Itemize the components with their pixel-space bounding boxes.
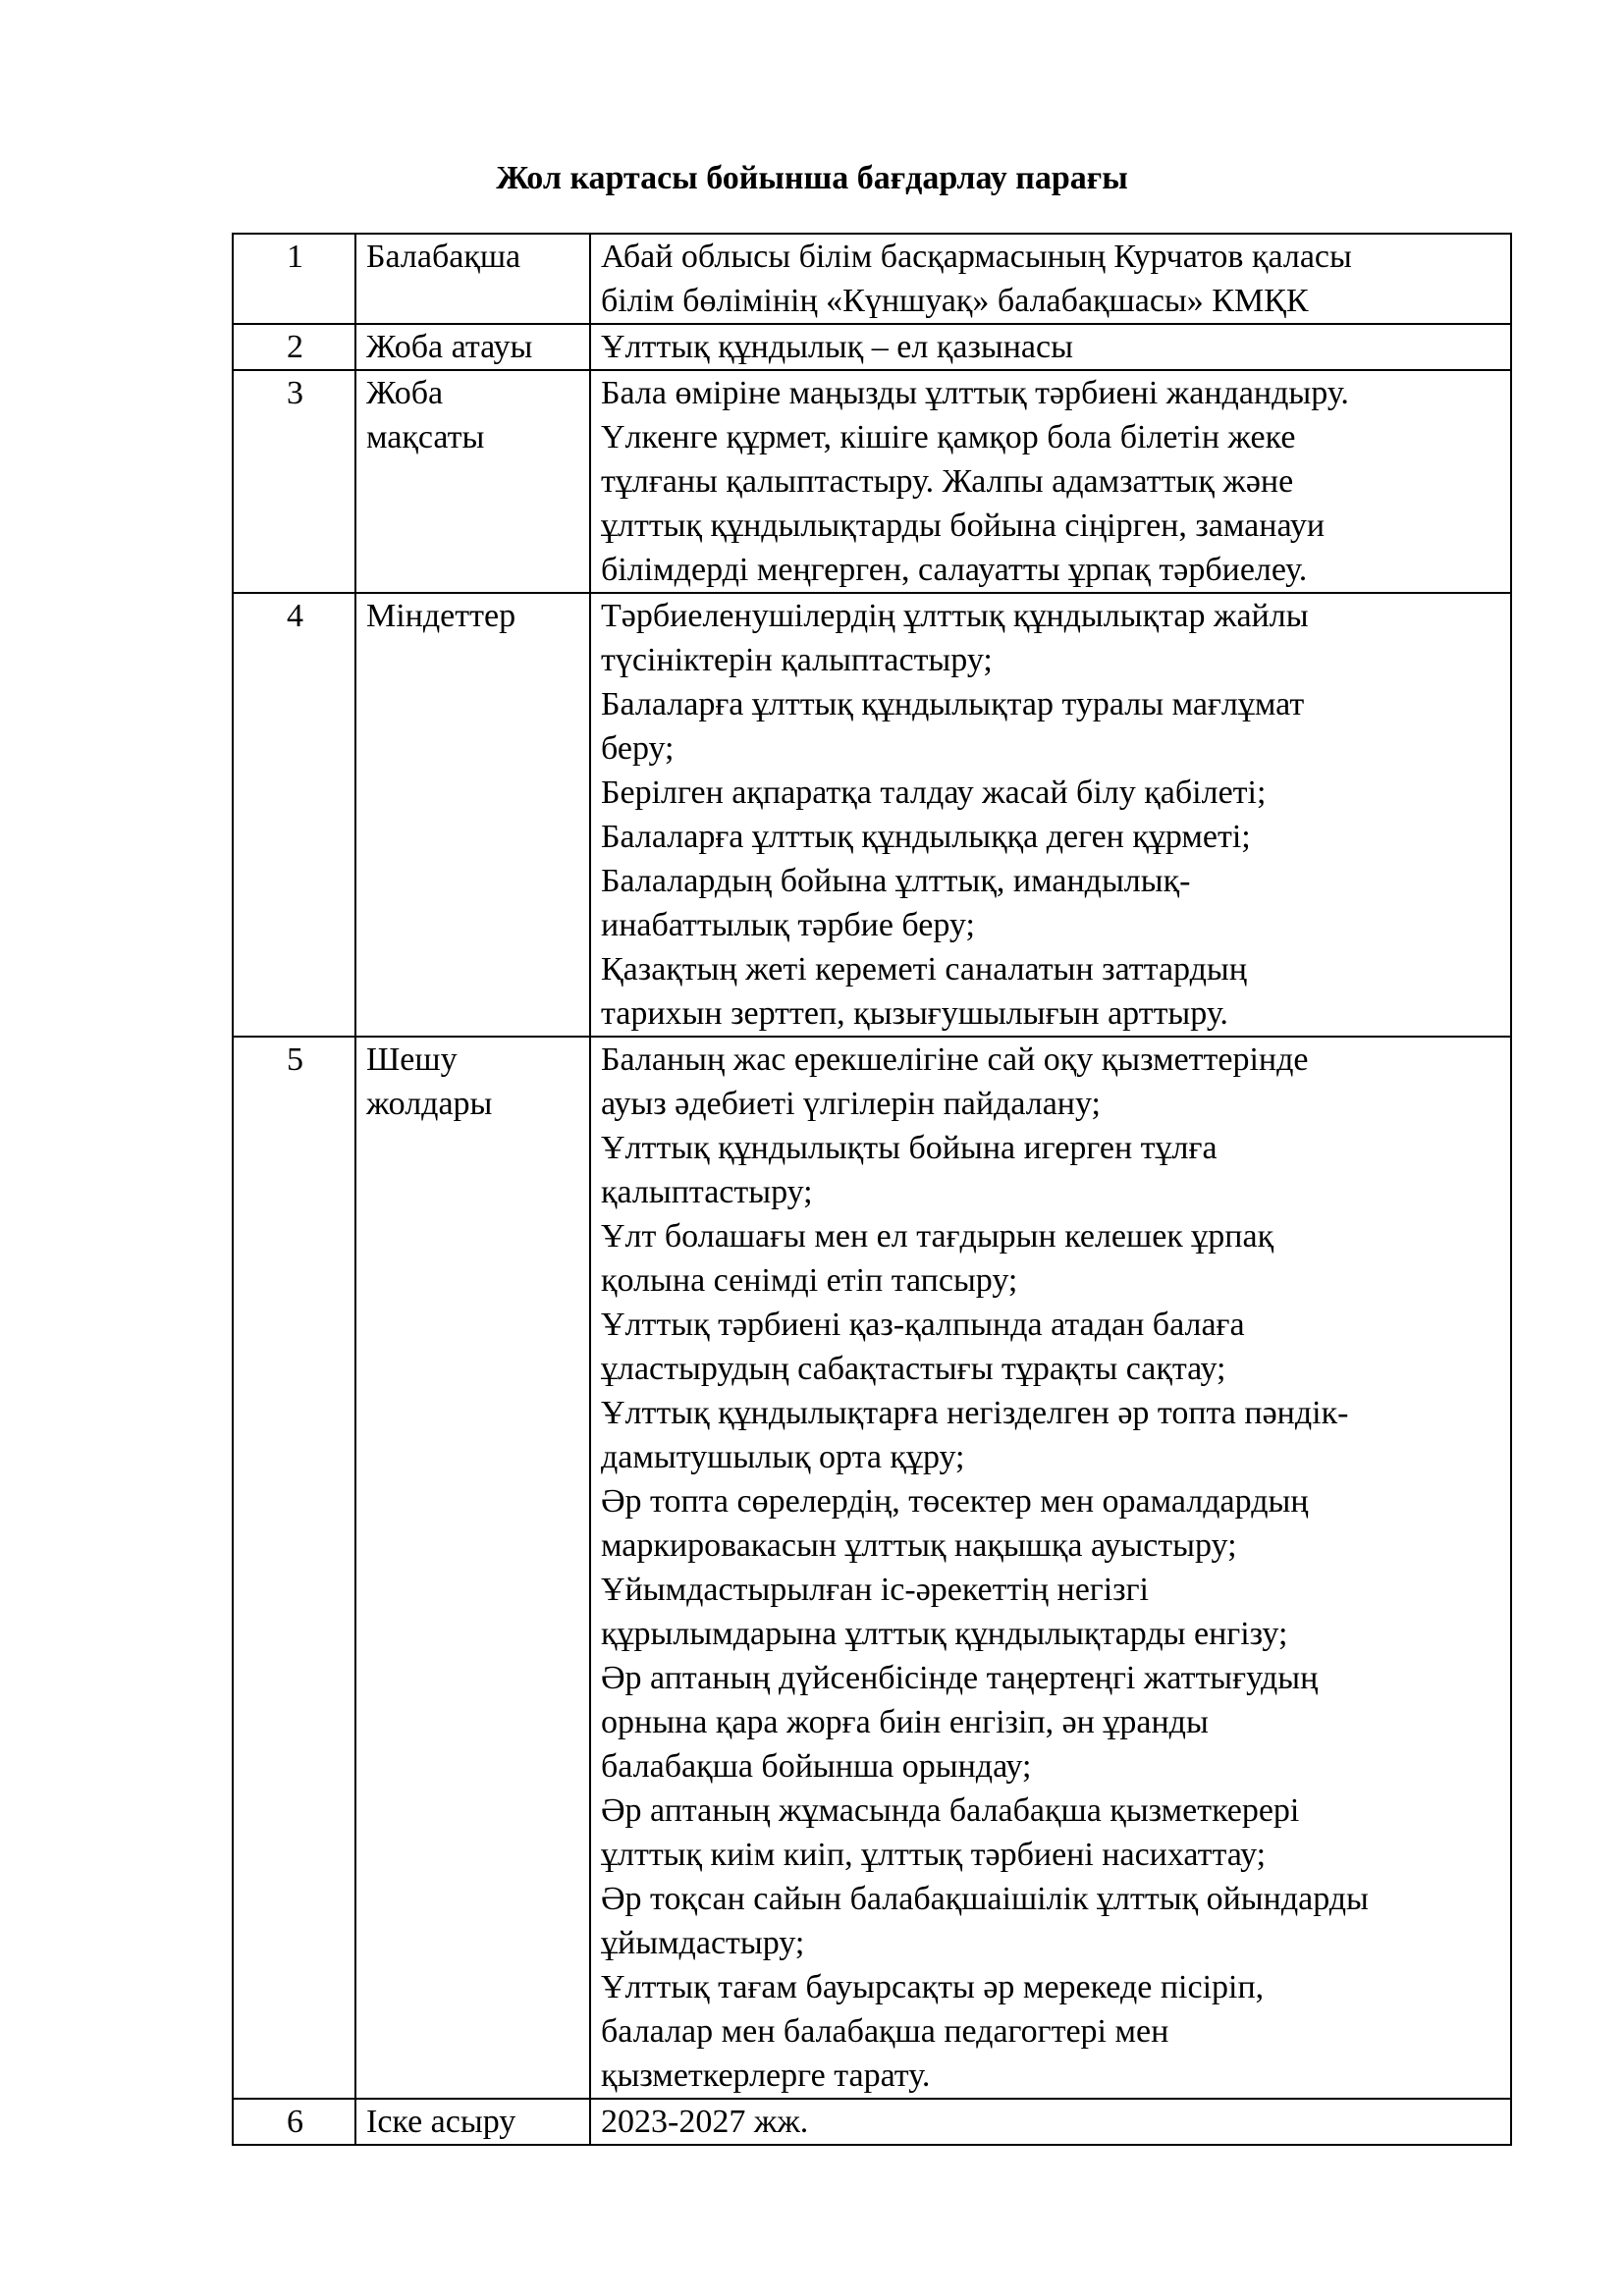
row-content-line: беру; xyxy=(601,730,675,767)
row-label xyxy=(355,234,590,324)
row-content-line: қолына сенімді етіп тапсыру; xyxy=(601,1262,1018,1299)
row-content-line: Берілген ақпаратқа талдау жасай білу қабілеті; xyxy=(601,774,1267,811)
row-content-line: дамытушылық орта құру; xyxy=(601,1439,965,1475)
row-label-line: мақсаты xyxy=(366,419,485,455)
row-label-line: Жоба атауы xyxy=(366,329,533,365)
table-row xyxy=(233,2099,1511,2145)
row-content-line: 2023-2027 жж. xyxy=(601,2104,809,2140)
row-content-line: Қазақтың жеті кереметі саналатын заттардың xyxy=(601,951,1247,988)
row-content-line: Балаларға ұлттық құндылыққа деген құрметі; xyxy=(601,819,1251,855)
row-content-line: Бала өміріне маңызды ұлттық тәрбиені жандандыру. xyxy=(601,375,1349,411)
row-content-line: білім бөлімінің «Күншуақ» балабақшасы» КМҚК xyxy=(601,283,1309,319)
row-number: 6 xyxy=(233,2099,355,2145)
row-content-line: Әр тоқсан сайын балабақшаішілік ұлттық ойындарды xyxy=(601,1881,1369,1917)
row-content-line: маркировакасын ұлттық нақышқа ауыстыру; xyxy=(601,1527,1237,1564)
row-content-line: ұйымдастыру; xyxy=(601,1925,805,1961)
row-content-line: Балаларға ұлттық құндылықтар туралы мағлұмат xyxy=(601,686,1305,722)
row-number: 5 xyxy=(233,1037,355,2099)
row-content-line: ауыз әдебиеті үлгілерін пайдалану; xyxy=(601,1086,1101,1122)
row-content-line: Ұйымдастырылған іс-әрекеттің негізгі xyxy=(601,1572,1149,1608)
roadmap-table xyxy=(232,233,1512,2146)
row-number: 2 xyxy=(233,324,355,370)
row-content-line: ұластырудың сабақтастығы тұрақты сақтау; xyxy=(601,1351,1226,1387)
row-content-line: балалар мен балабақша педагогтері мен xyxy=(601,2013,1169,2050)
row-content-line: Ұлт болашағы мен ел тағдырын келешек ұрпақ xyxy=(601,1218,1274,1255)
row-content-line: қызметкерлерге тарату. xyxy=(601,2057,931,2094)
row-content xyxy=(590,2099,1511,2145)
row-content-line: инабаттылық тәрбие беру; xyxy=(601,907,975,943)
row-label-line: жолдары xyxy=(366,1086,493,1122)
row-content-line: құрылымдарына ұлттық құндылықтарды енгізу; xyxy=(601,1616,1288,1652)
row-content-line: ұлттық киім киіп, ұлттық тәрбиені насихаттау; xyxy=(601,1837,1267,1873)
table-row xyxy=(233,234,1511,324)
row-label xyxy=(355,2099,590,2145)
row-label-line: Шешу xyxy=(366,1041,458,1078)
row-content xyxy=(590,324,1511,370)
row-content xyxy=(590,234,1511,324)
row-label xyxy=(355,324,590,370)
table-row xyxy=(233,324,1511,370)
row-label-line: Жоба xyxy=(366,375,444,411)
page-title: Жол картасы бойынша бағдарлау парағы xyxy=(496,160,1128,196)
table-row xyxy=(233,370,1511,593)
row-content-line: Тәрбиеленушілердің ұлттық құндылықтар жайлы xyxy=(601,598,1309,634)
row-content-line: Ұлттық құндылық – ел қазынасы xyxy=(601,329,1073,365)
row-content xyxy=(590,593,1511,1037)
row-content-line: ұлттық құндылықтарды бойына сіңірген, заманауи xyxy=(601,507,1326,544)
row-content-line: Баланың жас ерекшелігіне сай оқу қызметтерінде xyxy=(601,1041,1309,1078)
row-content-line: Ұлттық құндылықты бойына игерген тұлға xyxy=(601,1130,1218,1166)
row-content-line: тұлғаны қалыптастыру. Жалпы адамзаттық және xyxy=(601,463,1294,500)
row-content-line: Әр аптаның дүйсенбісінде таңертеңгі жаттығудың xyxy=(601,1660,1319,1696)
row-content-line: Балалардың бойына ұлттық, имандылық- xyxy=(601,863,1191,899)
row-label xyxy=(355,1037,590,2099)
row-content-line: Ұлттық тағам бауырсақты әр мерекеде пісіріп, xyxy=(601,1969,1265,2005)
row-content-line: Әр топта сөрелердің, төсектер мен орамалдардың xyxy=(601,1483,1309,1520)
table-row xyxy=(233,1037,1511,2099)
row-content xyxy=(590,1037,1511,2099)
row-number: 4 xyxy=(233,593,355,1037)
row-content-line: түсініктерін қалыптастыру; xyxy=(601,642,993,678)
row-label-line: Балабақша xyxy=(366,239,521,275)
row-label-line: Іске асыру xyxy=(366,2104,516,2140)
row-number: 3 xyxy=(233,370,355,593)
table-row xyxy=(233,593,1511,1037)
row-label xyxy=(355,370,590,593)
row-content-line: Ұлттық құндылықтарға негізделген әр топта пәндік- xyxy=(601,1395,1349,1431)
row-content-line: Абай облысы білім басқармасының Курчатов қаласы xyxy=(601,239,1352,275)
row-content-line: білімдерді меңгерген, салауатты ұрпақ тәрбиелеу. xyxy=(601,552,1308,588)
row-content-line: орнына қара жорға биін енгізіп, ән ұранды xyxy=(601,1704,1209,1740)
row-content-line: тарихын зерттеп, қызығушылығын арттыру. xyxy=(601,995,1228,1032)
row-content-line: қалыптастыру; xyxy=(601,1174,813,1210)
row-content xyxy=(590,370,1511,593)
row-number: 1 xyxy=(233,234,355,324)
row-content-line: Ұлттық тәрбиені қаз-қалпында атадан балаға xyxy=(601,1307,1245,1343)
row-label xyxy=(355,593,590,1037)
row-label-line: Міндеттер xyxy=(366,598,516,634)
row-content-line: Әр аптаның жұмасында балабақша қызметкерері xyxy=(601,1792,1300,1829)
row-content-line: Үлкенге құрмет, кішіге қамқор бола білетін жеке xyxy=(601,419,1296,455)
row-content-line: балабақша бойынша орындау; xyxy=(601,1748,1032,1785)
